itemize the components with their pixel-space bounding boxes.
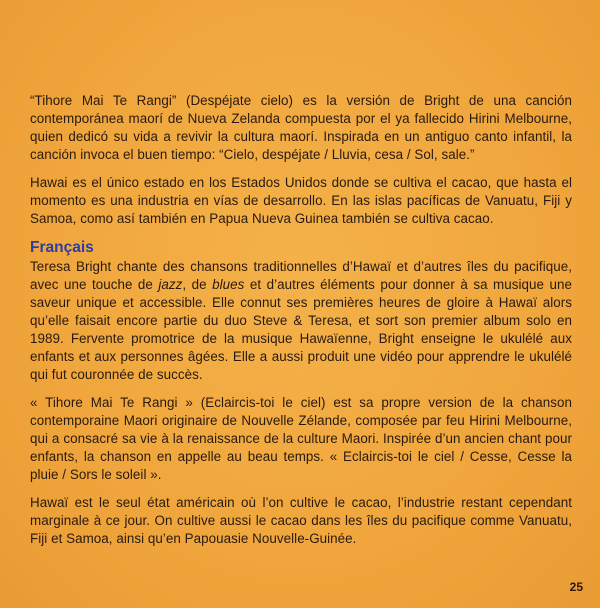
spanish-paragraph-tihore: “Tihore Mai Te Rangi” (Despéjate cielo) es la versión de Bright de una canción contemporánea maorí de Nueva Zelanda compuesta por el ya fallecido Hirini Melbourne, quien dedicó su vida a revivir la cultura maorí. Inspirada en un antiguo canto infantil, la canción invoca el buen tiempo: “Cielo, despéjate / Lluvia, cesa / Sol, sale.”: [30, 93, 572, 162]
french-bio-text-c: et d’autres éléments pour donner à sa musique une saveur unique et accessible. Elle connut ses premières heures de gloire à Hawaï alors qu’elle faisait encore partie du duo Steve & Teresa, et sort son premier album solo en 1989. Fervente promotrice de la musique Hawaïenne, Bright enseigne le ukulélé aux enfants et aux personnes âgées. Elle a aussi produit une vidéo pour apprendre le ukulélé qui fut couronnée de succès.: [30, 277, 572, 382]
booklet-page-text: [30, 92, 572, 558]
french-paragraph-tihore: « Tihore Mai Te Rangi » (Eclaircis-toi le ciel) est sa propre version de la chanson contemporaine Maori originaire de Nouvelle Zélande, composée par feu Hirini Melbourne, qui a consacré sa vie à la renaissance de la culture Maori. Inspirée d’un ancien chant pour enfants, la chanson en appelle au beau temps. « Eclaircis-toi le ciel / Cesse, Cesse la pluie / Sors le soleil ».: [30, 395, 572, 482]
french-bio-jazz: jazz: [158, 277, 183, 292]
page-number: 25: [569, 580, 583, 594]
french-paragraph-cacao: Hawaï est le seul état américain où l’on cultive le cacao, l’industrie restant cependant marginale à ce jour. On cultive aussi le cacao dans les îles du pacifique comme Vanuatu, Fiji et Samoa, ainsi qu’en Papouasie Nouvelle-Guinée.: [30, 495, 572, 546]
spanish-paragraph-cacao: Hawai es el único estado en los Estados Unidos donde se cultiva el cacao, que hasta el momento es una industria en vías de desarrollo. En las islas pacíficas de Vanuatu, Fiji y Samoa, como así también en Papua Nueva Guinea también se cultiva cacao.: [30, 175, 572, 226]
section-heading-francais: Français: [30, 239, 94, 256]
french-paragraph-bio: [30, 258, 572, 384]
french-bio-blues: blues: [212, 277, 245, 292]
french-bio-text-b: , de: [182, 277, 213, 292]
french-bio-text-a: Teresa Bright chante des chansons traditionnelles d’Hawaï et d’autres îles du pacifique, avec une touche de: [30, 259, 572, 292]
